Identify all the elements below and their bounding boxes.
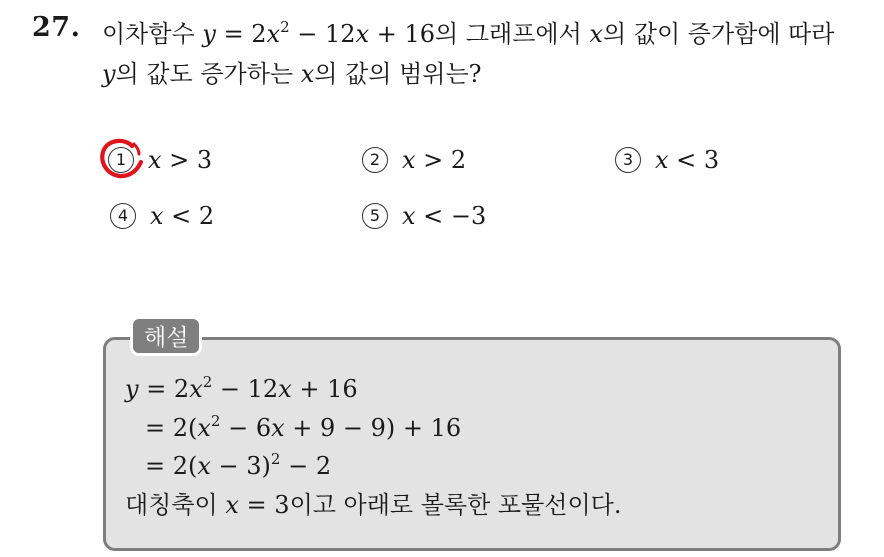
math-var: x (300, 60, 315, 88)
math-text: = 2( (145, 413, 198, 442)
math-var: x (589, 20, 603, 48)
math-text: + 16 (291, 375, 358, 403)
choice-number: 5 (362, 203, 388, 229)
choice-text (655, 146, 719, 174)
solution-line-2 (125, 409, 621, 448)
math-var: x (148, 146, 162, 174)
math-text: = 2 (138, 375, 190, 403)
solution-line-4 (125, 486, 621, 525)
math-exponent: 2 (202, 373, 213, 391)
choice-text (150, 202, 214, 230)
solution-line-1 (125, 370, 621, 409)
math-var: x (402, 146, 416, 174)
math-var: x (150, 202, 164, 230)
solution-text: 대칭축이 (125, 490, 226, 519)
stem-line-2 (102, 54, 872, 94)
solution-tag: 해설 (130, 316, 202, 356)
math-text: − 6 (220, 413, 272, 442)
choice-1[interactable] (108, 146, 212, 174)
math-var: x (278, 375, 292, 403)
math-text: = 2( (145, 452, 198, 480)
math-var: x (225, 490, 239, 519)
stem-text: 의 값이 증가함에 따라 (602, 20, 835, 48)
math-var: y (202, 20, 216, 48)
choice-2[interactable] (362, 146, 466, 174)
choice-3[interactable] (615, 146, 719, 174)
math-text: − 3) (210, 452, 271, 480)
math-exponent: 2 (280, 18, 290, 36)
math-text: − 12 (289, 20, 356, 48)
choice-number: 4 (110, 203, 136, 229)
math-exponent: 2 (270, 450, 281, 468)
math-text: − 2 (280, 452, 332, 480)
math-text: = 3 (238, 490, 290, 519)
math-text: < −3 (415, 202, 487, 230)
stem-text: 이차함수 (102, 20, 203, 48)
math-var: x (271, 413, 285, 442)
stem-line-1 (102, 14, 872, 54)
math-exponent: 2 (210, 411, 221, 430)
math-var: x (266, 20, 281, 48)
stem-text: 의 값의 범위는? (314, 60, 482, 88)
choice-text (148, 146, 212, 174)
choice-4[interactable] (110, 202, 214, 230)
math-var: x (402, 202, 416, 230)
math-var: x (189, 375, 203, 403)
math-text: + 9 − 9) + 16 (284, 413, 462, 442)
choice-number: 2 (362, 147, 388, 173)
math-text: < 3 (668, 146, 720, 174)
math-var: x (355, 20, 370, 48)
math-text: + 16 (369, 20, 436, 48)
choice-number: 3 (615, 147, 641, 173)
math-text: < 2 (163, 202, 215, 230)
choice-text (402, 146, 466, 174)
choice-number: 1 (108, 147, 134, 173)
math-var: y (125, 375, 139, 403)
math-var: x (197, 452, 211, 480)
math-text: > 2 (415, 146, 467, 174)
solution-text: 이고 아래로 볼록한 포물선이다. (289, 490, 622, 519)
math-text: > 3 (161, 146, 213, 174)
stem-text: 의 값도 증가하는 (115, 60, 301, 88)
math-var: x (655, 146, 669, 174)
question-number: 27. (32, 12, 81, 43)
choice-5[interactable] (362, 202, 486, 230)
solution-line-3 (125, 447, 621, 486)
solution-body (125, 370, 621, 524)
math-var: x (197, 413, 211, 442)
math-var: y (102, 60, 116, 88)
stem-text: 의 그래프에서 (435, 20, 590, 48)
question-stem (102, 14, 872, 94)
math-text: = 2 (215, 20, 267, 48)
math-text: − 12 (212, 375, 279, 403)
choice-text (402, 202, 486, 230)
